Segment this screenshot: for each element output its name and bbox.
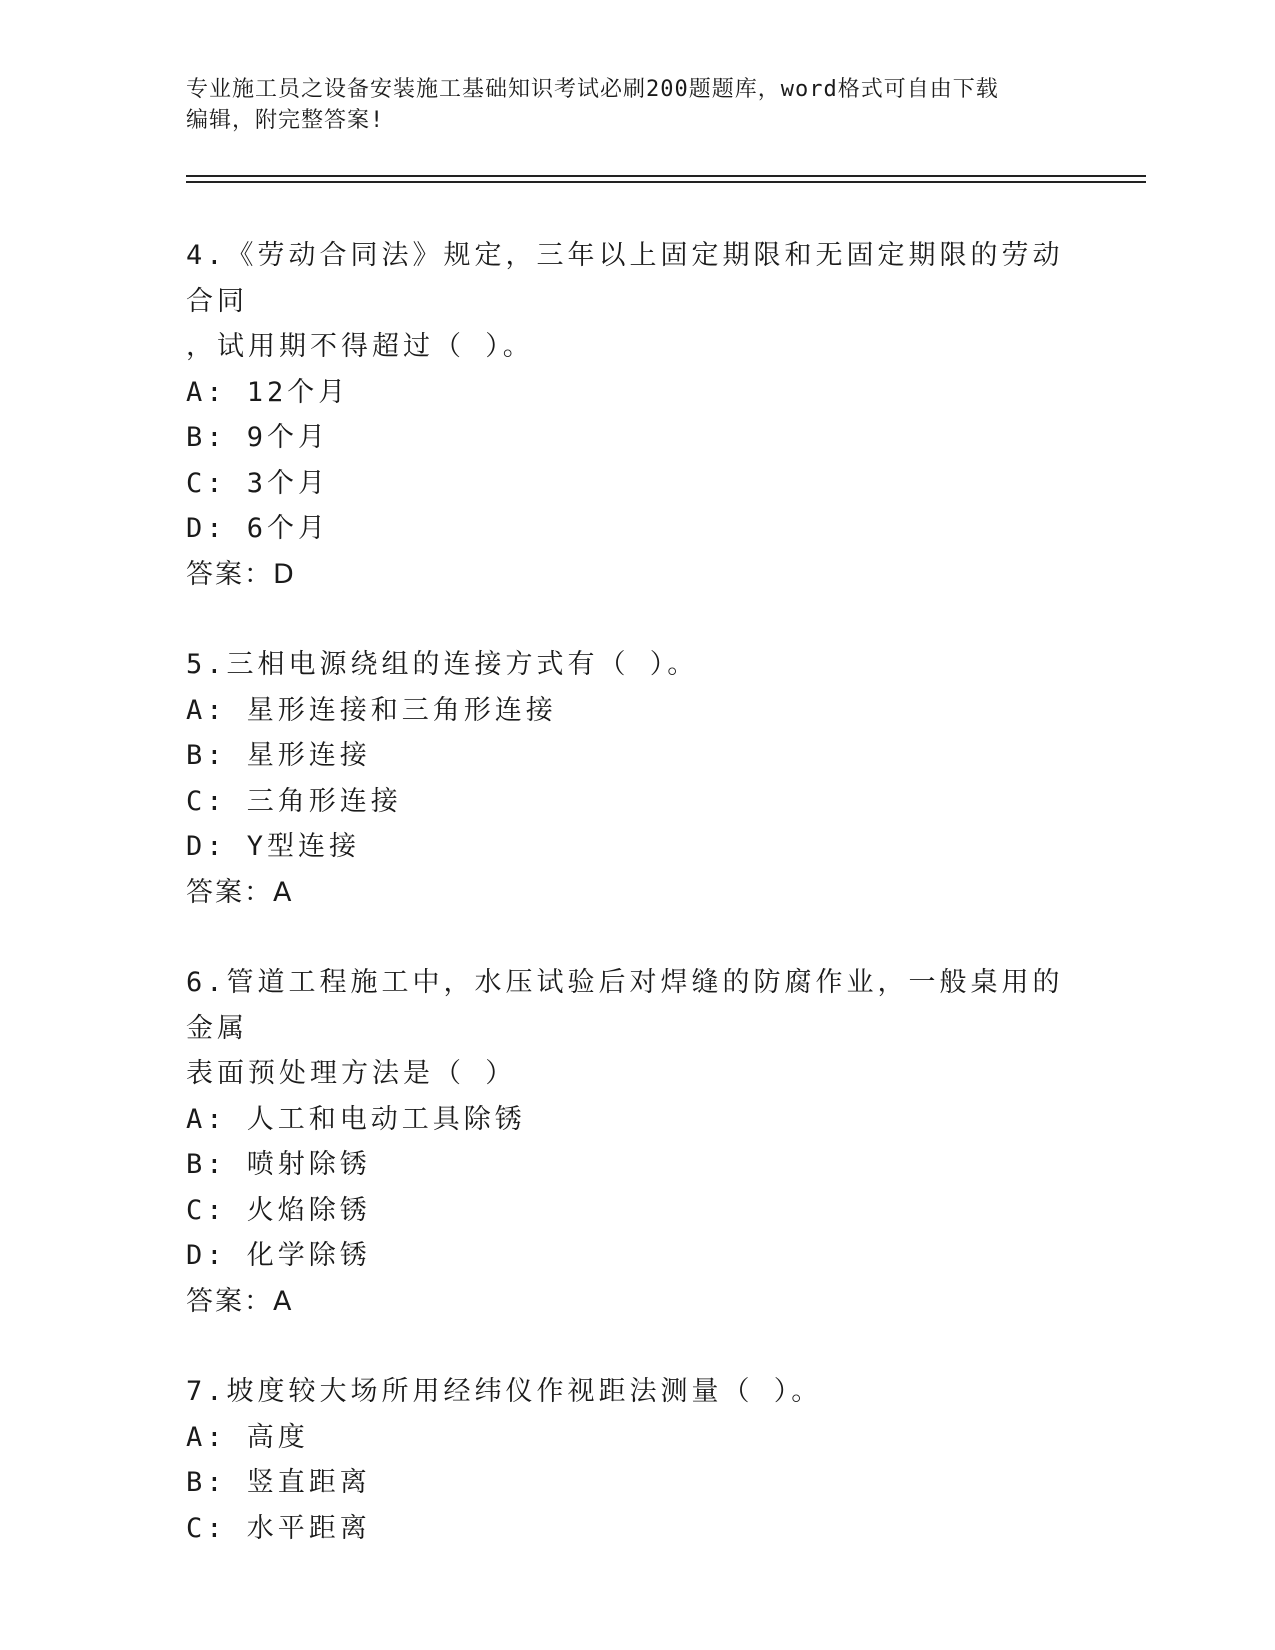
option-c: C: 水平距离 xyxy=(186,1512,371,1544)
option-a: A: 人工和电动工具除锈 xyxy=(186,1103,526,1135)
answer: 答案：A xyxy=(186,876,294,908)
question-stem-continued: 表面预处理方法是（ ） xyxy=(186,1058,517,1089)
question-stem: 7.坡度较大场所用经纬仪作视距法测量（ ）。 xyxy=(186,1376,823,1407)
question-6 xyxy=(186,960,1066,1324)
question-stem-continued: ，试用期不得超过（ ）。 xyxy=(186,331,534,362)
option-b: B: 星形连接 xyxy=(186,740,371,771)
option-d: D: 6个月 xyxy=(186,513,330,544)
header-line-2: 编辑，附完整答案! xyxy=(186,108,385,133)
question-stem: 6.管道工程施工中，水压试验后对焊缝的防腐作业，一般桌用的金属 xyxy=(186,967,1064,1044)
question-5 xyxy=(186,642,1066,915)
header-divider-top xyxy=(186,175,1146,177)
header-divider-bottom xyxy=(186,181,1146,183)
option-b: B: 竖直距离 xyxy=(186,1467,371,1498)
header-line-1: 专业施工员之设备安装施工基础知识考试必刷200题题库，word格式可自由下载 xyxy=(186,77,999,102)
option-c: C: 火焰除锈 xyxy=(186,1194,371,1226)
question-stem: 4.《劳动合同法》规定，三年以上固定期限和无固定期限的劳动合同 xyxy=(186,240,1064,317)
option-b: B: 喷射除锈 xyxy=(186,1149,371,1180)
option-c: C: 3个月 xyxy=(186,467,330,499)
answer: 答案：A xyxy=(186,1285,294,1317)
question-7 xyxy=(186,1369,1066,1551)
option-a: A: 12个月 xyxy=(186,376,350,408)
question-stem: 5.三相电源绕组的连接方式有（ ）。 xyxy=(186,649,699,680)
option-b: B: 9个月 xyxy=(186,422,330,453)
option-c: C: 三角形连接 xyxy=(186,785,402,817)
question-4 xyxy=(186,233,1066,597)
document-header xyxy=(186,74,1066,136)
answer: 答案：D xyxy=(186,558,296,590)
question-list xyxy=(186,233,1066,1596)
option-a: A: 高度 xyxy=(186,1421,309,1453)
option-a: A: 星形连接和三角形连接 xyxy=(186,694,557,726)
option-d: D: Y型连接 xyxy=(186,831,361,862)
option-d: D: 化学除锈 xyxy=(186,1240,371,1271)
